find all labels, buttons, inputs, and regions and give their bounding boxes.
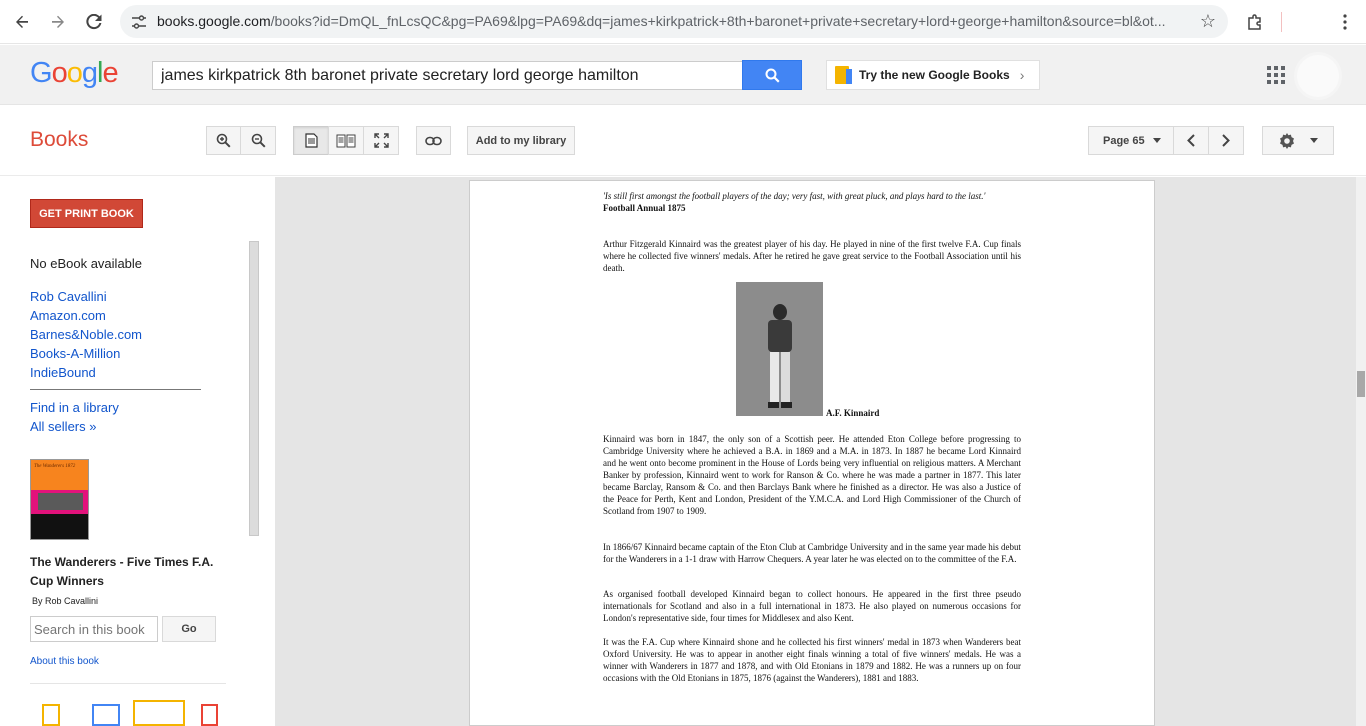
divider [30, 389, 201, 390]
two-page-icon [336, 134, 356, 148]
page-paragraph: Kinnaird was born in 1847, the only son of a Scottish peer. He attended Eton College before progressing to Cambridge University where he achieved a B.A. in 1869 and a M.A. in 1873. In 1887 he became Lord Kinnaird and he went onto become prominent in the House of Lords being very influential on religious matters. A Merchant Banker by profession, Kinnaird went to work for Ranson & Co. where he was made a partner in 1877. This later became Barclay, Ransom & Co. and then Barclays Bank where he finished as a director. He was also a Justice of the Peace for Perth, Kent and London, President of the Y.M.C.A. and Lord High Commissioner of the Church of Scotland from 1907 to 1909. [603, 434, 1021, 516]
cover-photo [38, 493, 83, 510]
chevron-down-icon [1310, 138, 1318, 143]
search-input[interactable] [152, 61, 743, 90]
page-paragraph: In 1866/67 Kinnaird became captain of the Eton Club at Cambridge University and in the same year made his debut for the Wanderers in a 1-1 draw with Harrow Chequers. A year later he was elected on to the committee of the F.A. [603, 542, 1021, 564]
book-viewer [275, 177, 1356, 726]
single-page-icon [305, 133, 318, 148]
chevron-down-icon [1153, 138, 1161, 143]
book-page [469, 180, 1155, 726]
page-quote-block [603, 190, 1021, 214]
seller-link[interactable]: Books-A-Million [30, 346, 121, 361]
sidebar [0, 177, 275, 726]
seller-link[interactable]: IndieBound [30, 365, 96, 380]
quote-source: Football Annual 1875 [603, 203, 686, 213]
kinnaird-photo [736, 282, 823, 416]
address-bar[interactable] [120, 5, 1228, 38]
search-icon [765, 68, 780, 83]
gear-icon [1278, 132, 1296, 150]
seller-link[interactable]: Barnes&Noble.com [30, 327, 142, 342]
add-to-library-label: Add to my library [475, 134, 567, 147]
url-text: books.google.com/books?id=DmQL_fnLcsQC&pg=PA69&lpg=PA69&dq=james+kirkpatrick+8th+baronet+private+secretary+lord+george+hamilton&source=bl&ot... [157, 13, 1166, 29]
google-books-icon [835, 66, 849, 84]
cover-bottom [31, 514, 89, 540]
seller-list [30, 287, 142, 382]
search-in-book-input[interactable] [30, 616, 158, 642]
avatar[interactable] [1297, 55, 1339, 97]
google-logo[interactable]: Google [30, 57, 118, 89]
books-toolbar [0, 106, 1366, 176]
single-page-button[interactable] [293, 126, 329, 155]
link-icon [425, 136, 442, 146]
thumbnail-selected[interactable] [133, 700, 185, 726]
sidebar-scrollbar[interactable] [249, 241, 259, 536]
page-paragraph: As organised football developed Kinnaird began to collect honours. He appeared in the first three pseudo internationals for Scotland and also in a full international in 1873. He also played on numerous occasions for London's representative side, four times for Middlesex and also Kent. [603, 589, 1021, 623]
page-scrollbar[interactable] [1356, 177, 1366, 726]
thumbnail[interactable] [92, 704, 120, 726]
seller-link[interactable]: Rob Cavallini [30, 289, 107, 304]
zoom-in-icon [216, 133, 231, 148]
book-title: The Wanderers - Five Times F.A. Cup Winners [30, 555, 214, 588]
browser-toolbar [0, 0, 1366, 44]
apps-grid-icon[interactable] [1267, 66, 1285, 84]
try-new-books-button[interactable] [826, 60, 1040, 90]
cover-title: The Wanderers 1872 [34, 464, 76, 469]
divider [30, 683, 226, 684]
page-paragraph: It was the F.A. Cup where Kinnaird shone and he collected his first winners' medal in 1873 when Wanderers beat Oxford University. He was to appear in another eight finals winning a total of five winners' medals. He was a winner with Wanderers in 1877 and 1878, and with Old Etonians in 1879 and 1882. He was a runners up on four occasions with the Old Etonians in 1875, 1876 (against the Wanderers), 1881 and 1883. [603, 637, 1021, 683]
link-button[interactable] [416, 126, 451, 155]
seller-link[interactable]: Amazon.com [30, 308, 106, 323]
book-cover[interactable] [30, 459, 89, 540]
browser-menu-icon[interactable] [1333, 10, 1357, 34]
page-paragraph: Arthur Fitzgerald Kinnaird was the greatest player of his day. He played in nine of the first twelve F.A. Cup finals where he collected five winners' medals. After he retired he gave great service to the Football Association until his death. [603, 239, 1021, 273]
settings-button[interactable] [1262, 126, 1334, 155]
chevron-right-icon [1222, 134, 1230, 147]
back-icon[interactable] [10, 10, 34, 34]
chevron-right-icon: › [1019, 67, 1025, 83]
site-settings-icon[interactable] [130, 13, 148, 31]
zoom-in-button[interactable] [206, 126, 241, 155]
try-new-label: Try the new Google Books [859, 68, 1010, 82]
zoom-out-button[interactable] [240, 126, 276, 155]
thumbnail[interactable] [42, 704, 60, 726]
library-links [30, 398, 119, 436]
books-title[interactable]: Books [30, 128, 89, 151]
scrollbar-thumb[interactable] [1357, 371, 1365, 397]
chevron-left-icon [1187, 134, 1195, 147]
page-quote: 'Is still first amongst the football players of the day; very fast, with great pluck, and plays hard to the last.' [603, 191, 986, 201]
google-header [0, 45, 1366, 105]
thumbnail[interactable] [201, 704, 218, 726]
two-page-button[interactable] [328, 126, 364, 155]
no-ebook-text: No eBook available [30, 256, 143, 271]
find-in-library-link[interactable]: Find in a library [30, 400, 119, 415]
page-select[interactable] [1088, 126, 1174, 155]
fullscreen-button[interactable] [363, 126, 399, 155]
page-select-label: Page 65 [1103, 134, 1145, 147]
forward-icon[interactable] [46, 10, 70, 34]
bookmark-star-icon[interactable]: ☆ [1199, 11, 1216, 31]
previous-page-button[interactable] [1173, 126, 1209, 155]
book-author: By Rob Cavallini [32, 596, 99, 606]
zoom-out-icon [251, 133, 266, 148]
about-this-book-link[interactable]: About this book [30, 656, 99, 667]
reload-icon[interactable] [82, 10, 106, 34]
all-sellers-link[interactable]: All sellers » [30, 419, 97, 434]
next-page-button[interactable] [1208, 126, 1244, 155]
extensions-icon[interactable] [1243, 10, 1267, 34]
add-to-library-button[interactable] [467, 126, 575, 155]
profile-divider [1281, 12, 1282, 32]
player-figure [762, 302, 798, 412]
figure-caption: A.F. Kinnaird [826, 408, 880, 418]
go-button[interactable]: Go [162, 616, 216, 642]
fullscreen-icon [374, 133, 389, 148]
search-button[interactable] [742, 60, 802, 90]
get-print-book-button[interactable]: GET PRINT BOOK [30, 199, 143, 228]
